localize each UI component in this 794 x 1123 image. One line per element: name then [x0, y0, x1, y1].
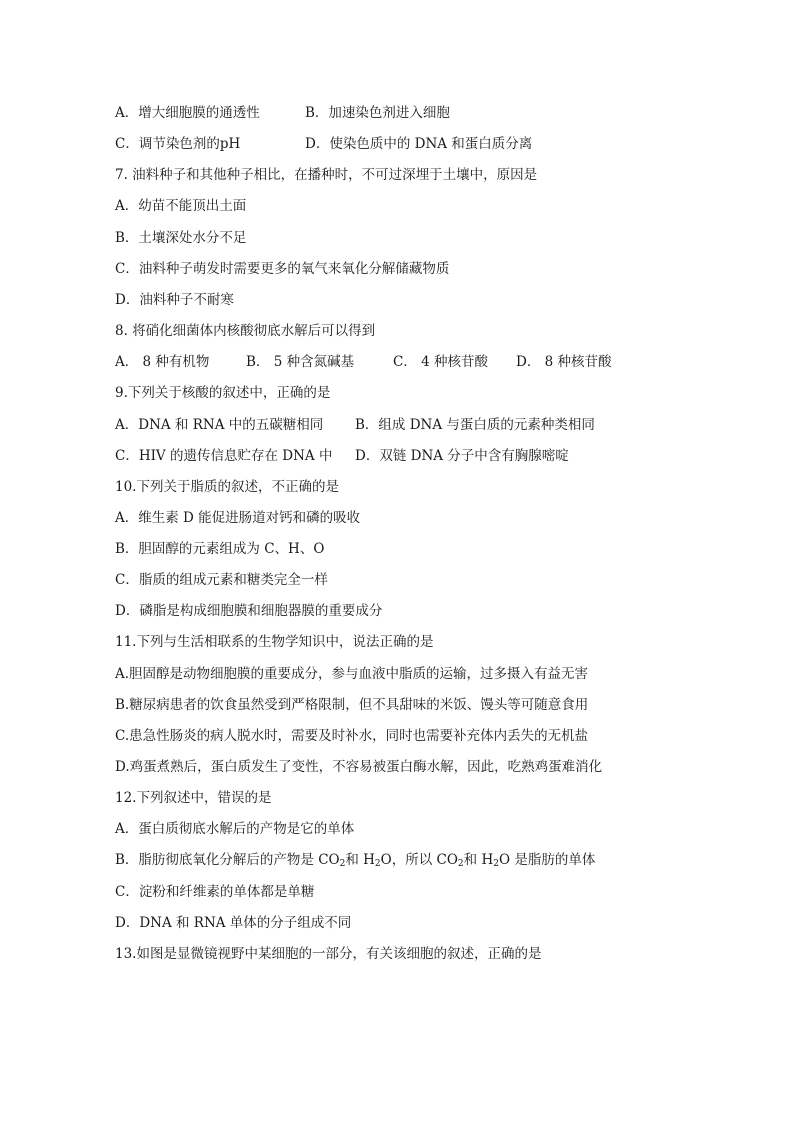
q12-option-c: C．淀粉和纤维素的单体都是单糖 — [115, 884, 315, 900]
q8-option-a: A． 8 种有机物 — [115, 354, 210, 370]
q11-option-b: B.糖尿病患者的饮食虽然受到严格限制，但不具甜味的米饭、馒头等可随意食用 — [115, 697, 589, 713]
q9-option-d: D．双链 DNA 分子中含有胸腺嘧啶 — [355, 448, 569, 464]
q12-option-b-text-4: 和 H — [463, 852, 494, 868]
q7-option-c: C．油料种子萌发时需要更多的氧气来氧化分解储藏物质 — [115, 261, 450, 277]
q10-option-a: A．维生素 D 能促进肠道对钙和磷的吸收 — [115, 510, 361, 526]
q12-option-b-text-2: 和 H — [345, 852, 375, 868]
q7-stem: 7. 油料种子和其他种子相比，在播种时，不可过深埋于土壤中，原因是 — [115, 167, 538, 183]
q10-stem: 10.下列关于脂质的叙述，不正确的是 — [115, 479, 339, 495]
q12-option-b-text-1: B．脂肪彻底氧化分解后的产物是 CO — [115, 852, 340, 868]
q12-option-b-text-3: O，所以 CO — [380, 852, 458, 868]
q8-stem: 8. 将硝化细菌体内核酸彻底水解后可以得到 — [115, 323, 376, 339]
q9-option-c: C．HIV 的遗传信息贮存在 DNA 中 — [115, 448, 333, 464]
q6-option-a: A．增大细胞膜的通透性 — [115, 105, 260, 121]
subscript-2: 2 — [374, 859, 381, 869]
q11-option-c: C.患急性肠炎的病人脱水时，需要及时补水，同时也需要补充体内丢失的无机盐 — [115, 728, 589, 744]
q7-option-d: D．油料种子不耐寒 — [115, 292, 234, 308]
q6-option-b: B．加速染色剂进入细胞 — [305, 105, 450, 121]
q9-stem: 9.下列关于核酸的叙述中，正确的是 — [115, 385, 331, 401]
q12-option-d: D．DNA 和 RNA 单体的分子组成不同 — [115, 915, 352, 931]
q8-option-c: C． 4 种核苷酸 — [393, 354, 489, 370]
q8-option-b: B． 5 种含氮碱基 — [246, 354, 355, 370]
q10-option-d: D．磷脂是构成细胞膜和细胞器膜的重要成分 — [115, 603, 383, 619]
q10-option-c: C．脂质的组成元素和糖类完全一样 — [115, 572, 328, 588]
q6-option-d: D．使染色质中的 DNA 和蛋白质分离 — [305, 136, 533, 152]
q8-option-d: D． 8 种核苷酸 — [516, 354, 612, 370]
q7-option-a: A．幼苗不能顶出土面 — [115, 198, 247, 214]
q7-option-b: B．土壤深处水分不足 — [115, 230, 247, 246]
q9-option-b: B．组成 DNA 与蛋白质的元素种类相同 — [355, 417, 595, 433]
q9-option-a: A．DNA 和 RNA 中的五碳糖相同 — [115, 417, 324, 433]
q12-option-b-text-5: O 是脂肪的单体 — [498, 852, 596, 868]
q11-option-a: A.胆固醇是动物细胞膜的重要成分，参与血液中脂质的运输，过多摄入有益无害 — [115, 666, 589, 682]
q12-option-a: A．蛋白质彻底水解后的产物是它的单体 — [115, 821, 355, 837]
q6-option-c: C．调节染色剂的pH — [115, 136, 241, 152]
subscript-2: 2 — [493, 859, 499, 869]
q12-stem: 12.下列叙述中，错误的是 — [115, 790, 272, 806]
q12-option-b — [115, 850, 595, 874]
q11-stem: 11.下列与生活相联系的生物学知识中，说法正确的是 — [115, 634, 434, 650]
q11-option-d: D.鸡蛋煮熟后，蛋白质发生了变性，不容易被蛋白酶水解，因此，吃熟鸡蛋难消化 — [115, 759, 603, 775]
q13-stem: 13.如图是显微镜视野中某细胞的一部分，有关该细胞的叙述，正确的是 — [115, 946, 542, 962]
subscript-2: 2 — [457, 859, 464, 869]
q10-option-b: B．胆固醇的元素组成为 C、H、O — [115, 541, 325, 557]
subscript-2: 2 — [339, 859, 346, 869]
